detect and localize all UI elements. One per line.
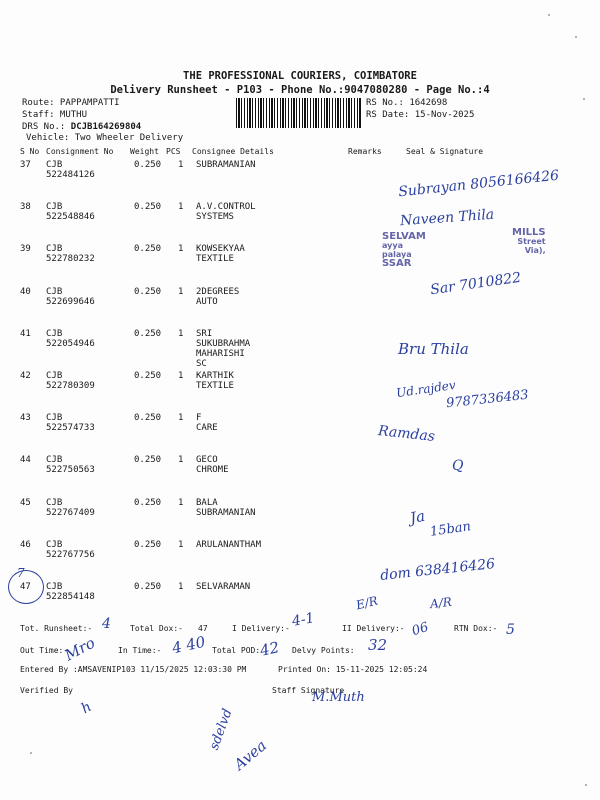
scan-speck — [583, 98, 585, 100]
row-weight: 0.250 — [134, 497, 162, 508]
col-pcs: PCS — [166, 147, 181, 156]
row-consignee: BALA SUBRAMANIAN — [196, 497, 256, 518]
handwritten-total-pod: 42 — [258, 638, 281, 660]
col-remarks: Remarks — [348, 147, 382, 156]
row-weight: 0.250 — [134, 328, 162, 339]
row-consignment: CJB 522767409 — [46, 497, 95, 518]
row-pcs: 1 — [178, 413, 184, 424]
row-consignment: CJB 522780309 — [46, 371, 95, 391]
entered-by: Entered By :AMSAVENIP103 11/15/2025 12:03:30 PM — [20, 665, 247, 674]
handwritten-sig-40: Sar 7010822 — [429, 269, 523, 299]
in-time-label: In Time:- — [118, 646, 162, 655]
handwritten-delvy-points-2: 06 — [410, 619, 431, 640]
row-consignment: CJB 522750563 — [46, 455, 95, 476]
scan-speck — [548, 14, 550, 16]
row-sno: 42 — [20, 371, 31, 381]
handwritten-in-time: 4 40 — [170, 632, 207, 658]
handwritten-i-delivery: 4-1 — [290, 610, 316, 630]
handwritten-sig-43: Ramdas — [377, 423, 436, 445]
row-pcs: 1 — [178, 455, 184, 466]
row-consignee: GECO CHROME — [196, 455, 229, 476]
row-sno: 41 — [20, 328, 31, 339]
row-consignment: CJB 522574733 — [46, 413, 95, 434]
row-sno: 40 — [20, 286, 31, 297]
handwritten-remark-ir: E/R — [354, 593, 380, 613]
vehicle-label: Vehicle: Two Wheeler Delivery — [26, 133, 184, 143]
handwritten-rtn-dox: 5 — [506, 622, 515, 638]
row-consignment: CJB 522767756 — [46, 539, 95, 560]
company-title: THE PROFESSIONAL COURIERS, COIMBATORE — [183, 70, 417, 82]
row-weight: 0.250 — [134, 539, 162, 550]
handwritten-bottom-sign: Avea — [230, 736, 271, 774]
row-pcs: 1 — [178, 539, 184, 550]
row-pcs: 1 — [178, 202, 184, 213]
row-pcs: 1 — [178, 160, 184, 170]
row-consignment: CJB 522780232 — [46, 244, 95, 265]
col-consignee: Consignee Details — [192, 147, 274, 156]
row-weight: 0.250 — [134, 413, 162, 424]
row-weight: 0.250 — [134, 582, 162, 592]
scan-speck — [30, 752, 32, 754]
handwritten-verified-mark: h — [78, 698, 95, 718]
row-sno: 38 — [20, 202, 31, 213]
company-stamp: SELVAM ayya palaya SSAR — [382, 231, 426, 269]
row-pcs: 1 — [178, 244, 184, 255]
handwritten-delvy-points: 32 — [368, 636, 388, 654]
handwritten-out-time: Mro — [61, 633, 98, 665]
handwritten-staff-signature: M.Muth — [312, 690, 365, 705]
row-consignee: SELVARAMAN — [196, 582, 251, 592]
handwritten-circle-note: 7 — [17, 566, 25, 580]
scan-speck — [585, 784, 587, 786]
row-consignee: KOWSEKYAA TEXTILE — [196, 244, 245, 265]
handwritten-sig-46: dom 638416426 — [379, 556, 496, 584]
row-sno: 43 — [20, 413, 31, 424]
i-delivery-label: I Delivery:- — [232, 624, 290, 633]
row-weight: 0.250 — [134, 371, 162, 381]
handwritten-sig-42a: Ud.rajdev — [395, 377, 457, 401]
out-time-label: Out Time:- — [20, 646, 69, 655]
row-consignment: CJB 522054946 — [46, 328, 95, 349]
row-pcs: 1 — [178, 582, 184, 592]
handwritten-sig-38: Naveen Thila — [399, 206, 495, 230]
row-consignment: CJB 522484126 — [46, 160, 95, 180]
rs-date: RS Date: 15-Nov-2025 — [366, 110, 475, 120]
row-weight: 0.250 — [134, 202, 162, 213]
handwritten-sig-45a: Ja — [408, 506, 427, 528]
row-weight: 0.250 — [134, 286, 162, 297]
delvy-points-label: Delvy Points: — [292, 646, 355, 655]
staff-label: Staff: MUTHU — [22, 110, 88, 120]
row-pcs: 1 — [178, 328, 184, 339]
scan-speck — [575, 36, 577, 38]
row-consignment: CJB 522548846 — [46, 202, 95, 223]
row-sno: 45 — [20, 497, 31, 508]
row-weight: 0.250 — [134, 455, 162, 466]
col-consignment: Consignment No — [46, 147, 114, 156]
circle-mark-47 — [8, 570, 44, 604]
total-pod-label: Total POD: — [212, 646, 261, 655]
company-stamp-right: MILLS Street Via), — [512, 227, 546, 255]
handwritten-tot-runsheet: 4 — [102, 616, 111, 632]
row-weight: 0.250 — [134, 244, 162, 255]
drs-number — [22, 122, 141, 132]
total-dox-label: Total Dox:- — [130, 624, 183, 633]
route-label: Route: PAPPAMPATTI — [22, 98, 120, 108]
handwritten-sig-37: Subrayan 8056166426 — [397, 167, 560, 201]
row-pcs: 1 — [178, 371, 184, 381]
total-dox-value: 47 — [198, 624, 208, 633]
col-seal: Seal & Signature — [406, 147, 484, 156]
row-sno: 37 — [20, 160, 31, 170]
rs-number: RS No.: 1642698 — [366, 98, 448, 108]
row-consignment: CJB 522699646 — [46, 286, 95, 307]
handwritten-sig-41: Bru Thila — [398, 340, 469, 358]
runsheet-title: Delivery Runsheet - P103 - Phone No.:9047080280 - Page No.:4 — [110, 84, 490, 96]
ii-delivery-label: II Delivery:- — [342, 624, 405, 633]
row-sno: 47 — [20, 582, 31, 592]
row-sno: 46 — [20, 539, 31, 550]
barcode — [236, 98, 362, 128]
rtn-dox-label: RTN Dox:- — [454, 624, 498, 633]
row-pcs: 1 — [178, 286, 184, 297]
row-consignee: SUBRAMANIAN — [196, 160, 256, 170]
row-consignee: F CARE — [196, 413, 218, 434]
row-consignee: 2DEGREES AUTO — [196, 286, 240, 307]
col-sno: S No — [20, 147, 40, 156]
handwritten-sig-42b: 9787336483 — [445, 387, 530, 412]
row-weight: 0.250 — [134, 160, 162, 170]
row-pcs: 1 — [178, 497, 184, 508]
handwritten-bottom-note: sdelvd — [206, 706, 236, 753]
row-consignment: CJB 522854148 — [46, 582, 95, 602]
drs-label: DRS No.: — [22, 122, 66, 132]
staff-signature-label: Staff Signature — [272, 686, 345, 695]
handwritten-remark-al: A/R — [429, 594, 453, 612]
row-sno: 39 — [20, 244, 31, 255]
drs-value: DCJB164269804 — [70, 122, 142, 132]
row-consignee: ARULANANTHAM — [196, 539, 262, 550]
tot-runsheet-label: Tot. Runsheet:- — [20, 624, 93, 633]
row-sno: 44 — [20, 455, 31, 466]
col-weight: Weight — [130, 147, 159, 156]
handwritten-sig-44: Q — [452, 458, 464, 474]
row-consignee: SRI SUKUBRAHMA MAHARISHI SC — [196, 328, 251, 369]
verified-by-label: Verified By — [20, 686, 73, 695]
row-consignee: KARTHIK TEXTILE — [196, 371, 234, 391]
row-consignee: A.V.CONTROL SYSTEMS — [196, 202, 256, 223]
handwritten-sig-45b: 15ban — [429, 519, 472, 540]
printed-on: Printed On: 15-11-2025 12:05:24 — [278, 665, 428, 674]
